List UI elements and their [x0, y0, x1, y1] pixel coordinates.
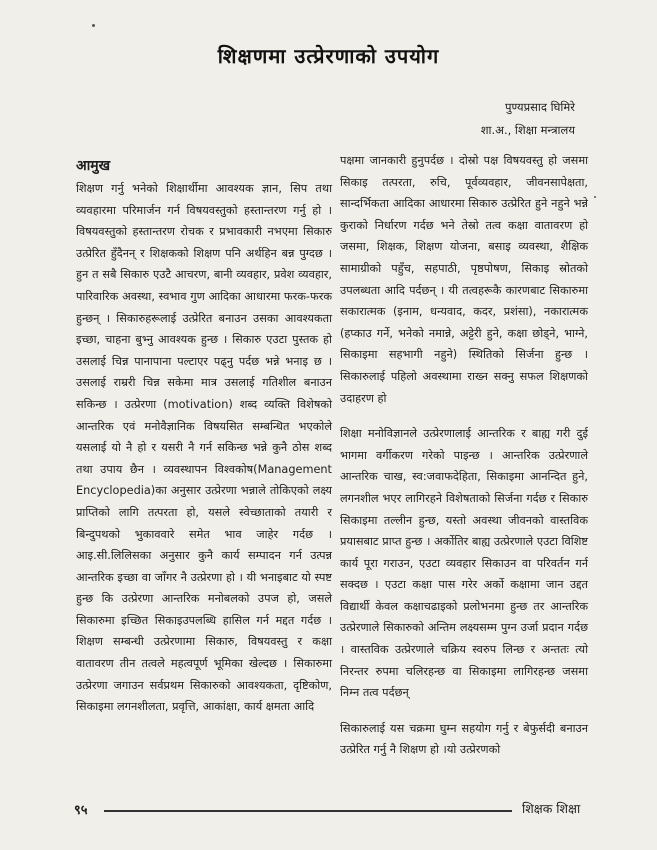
scan-speck [594, 196, 596, 198]
author-affiliation: शा.अ., शिक्षा मन्त्रालय [480, 123, 575, 137]
footer-rule [104, 810, 512, 812]
paragraph: शिक्षा मनोविज्ञानले उत्प्रेरणालाई आन्तरिक र बाह्य गरी दुई भागमा वर्गीकरण गरेको पाइन्छ । आन्तरिक उत्प्रेरणाले आन्तरिक चाख, स्व:जवाफदेहिता, सिकाइमा आनन्दित हुने, लगनशील भएर लागिरहने विशेषताको सिर्जना गर्दछ र सिकारु सिकाइमा तल्लीन हुन्छ, यस्तो अवस्था जीवनको वास्तविक प्रयासबाट प्राप्त हुन्छ । अर्कोतिर बाह्य उत्प्रेरणाले एउटा विशिष्ट कार्य पूरा गराउन, एउटा व्यवहार सिकाउन वा परिवर्तन गर्न सक्दछ । एउटा कक्षा पास गरेर अर्को कक्षामा जान उद्दत विद्यार्थी केवल कक्षाचढाइको प्रलोभनमा हुन्छ तर आन्तरिक उत्प्रेरणाले सिकारुको अन्तिम लक्ष्यसम्म पुग्न उर्जा प्रदान गर्दछ । वास्तविक उत्प्रेरणाले चक्रिय स्वरुप लिन्छ र अन्ततः त्यो निरन्तर रुपमा चलिरहन्छ वा सिकाइमा लागिरहन्छ जसमा निम्न तत्व पर्दछन् [340, 427, 588, 700]
right-column [340, 150, 588, 761]
article-title: शिक्षणमा उत्प्रेरणाको उपयोग [217, 44, 440, 68]
paragraph: पक्षमा जानकारी हुनुपर्दछ । दोस्रो पक्ष विषयवस्तु हो जसमा सिकाइ तत्परता, रुचि, पूर्वव्यवहार, जीवनसापेक्षता, सान्दर्भिकता आदिका आधारमा सिकारु उत्प्रेरित हुने नहुने भन्ने कुराको निर्धारण गर्दछ भने तेस्रो तत्व कक्षा वातावरण हो जसमा, शिक्षक, शिक्षण योजना, बसाइ व्यवस्था, शैक्षिक सामाग्रीको पहुँच, सहपाठी, पृष्ठपोषण, सिकाइ स्रोतको उपलब्धता आदि पर्दछन् । यी तत्वहरूकै कारणबाट सिकारुमा सकारात्मक (इनाम, धन्यवाद, कदर, प्रशंसा), नकारात्मक (हप्काउ गर्ने, भनेको नमान्ने, अट्टेरी हुने, कक्षा छोड्ने, भाग्ने, सिकाइमा सहभागी नहुने) स्थितिको सिर्जना हुन्छ । सिकारुलाई पहिलो अवस्थामा राख्न सक्नु सफल शिक्षणको उदाहरण हो [340, 154, 588, 405]
paragraph: सिकारुलाई यस चक्रमा घुम्न सहयोग गर्नु र बेफुर्सदी बनाउन उत्प्रेरित गर्नु नै शिक्षण हो ।यो उत्प्रेरणको [340, 721, 588, 757]
author-name: पुण्यप्रसाद घिमिरे [504, 100, 575, 114]
page-number: ९५ [74, 803, 88, 818]
section-heading: आमुख [76, 158, 111, 174]
left-column [76, 178, 332, 718]
paragraph: शिक्षण गर्नु भनेको शिक्षार्थीमा आवश्यक ज्ञान, सिप तथा व्यवहारमा परिमार्जन गर्न विषयवस्तुको हस्तान्तरण गर्नु हो । विषयवस्तुको हस्तान्तरण रोचक र प्रभावकारी नभएमा सिकारु उत्प्रेरित हुँदैनन् र शिक्षकको शिक्षण पनि अर्थहिन बन्न पुग्दछ । हुन त सबै सिकारु एउटै आचरण, बानी व्यवहार, प्रवेश व्यवहार, पारिवारिक अवस्था, स्वभाव गुण आदिका आधारमा फरक-फरक हुन्छन् । सिकारुहरूलाई उत्प्रेरित बनाउन उसका आवश्यकता इच्छा, चाहना बुभ्नु आवश्यक हुन्छ । सिकारु एउटा पुस्तक हो उसलाई चिन्न पानापाना पल्टाएर पढ्नु पर्दछ भन्ने भनाइ छ । उसलाई राम्ररी चिन्न सकेमा मात्र उसलाई गतिशील बनाउन सकिन्छ । उत्प्रेरणा (motivation) शब्द व्यक्ति विशेषको आन्तरिक एवं मनोवैज्ञानिक विषयसित सम्बन्धित भएकोले यसलाई यो नै हो र यसरी नै गर्न सकिन्छ भन्ने कुनै ठोस शब्द तथा उपाय छैन । व्यवस्थापन विश्वकोष(Management Encyclopedia)का अनुसार उत्प्रेरणा भन्नाले तोकिएको लक्ष्य प्राप्तिको लागि तत्परता हो, यसले स्वेच्छाताको तयारी र बिन्दुपथको भुकाववारे समेत भाव जाहेर गर्दछ । आइ.सी.लिलिसका अनुसार कुनै कार्य सम्पादन गर्न उत्पन्न आन्तरिक इच्छा वा जाँगर नै उत्प्रेरणा हो । यी भनाइबाट यो स्पष्ट हुन्छ कि उत्प्रेरणा आन्तरिक मनोबलको उपज हो, जसले सिकारुमा इच्छित सिकाइउपलब्धि हासिल गर्न मद्दत गर्दछ । शिक्षण सम्बन्धी उत्प्रेरणामा सिकारु, विषयवस्तु र कक्षा वातावरण तीन तत्वले महत्वपूर्ण भूमिका खेल्दछ । सिकारुमा उत्प्रेरणा जगाउन सर्वप्रथम सिकारुको आवश्यकता, दृष्टिकोण, सिकाइमा लगनशीलता, प्रवृत्ति, आकांक्षा, कार्य क्षमता आदि [76, 182, 332, 714]
journal-name: शिक्षक शिक्षा [522, 801, 581, 816]
scan-speck [92, 24, 95, 27]
